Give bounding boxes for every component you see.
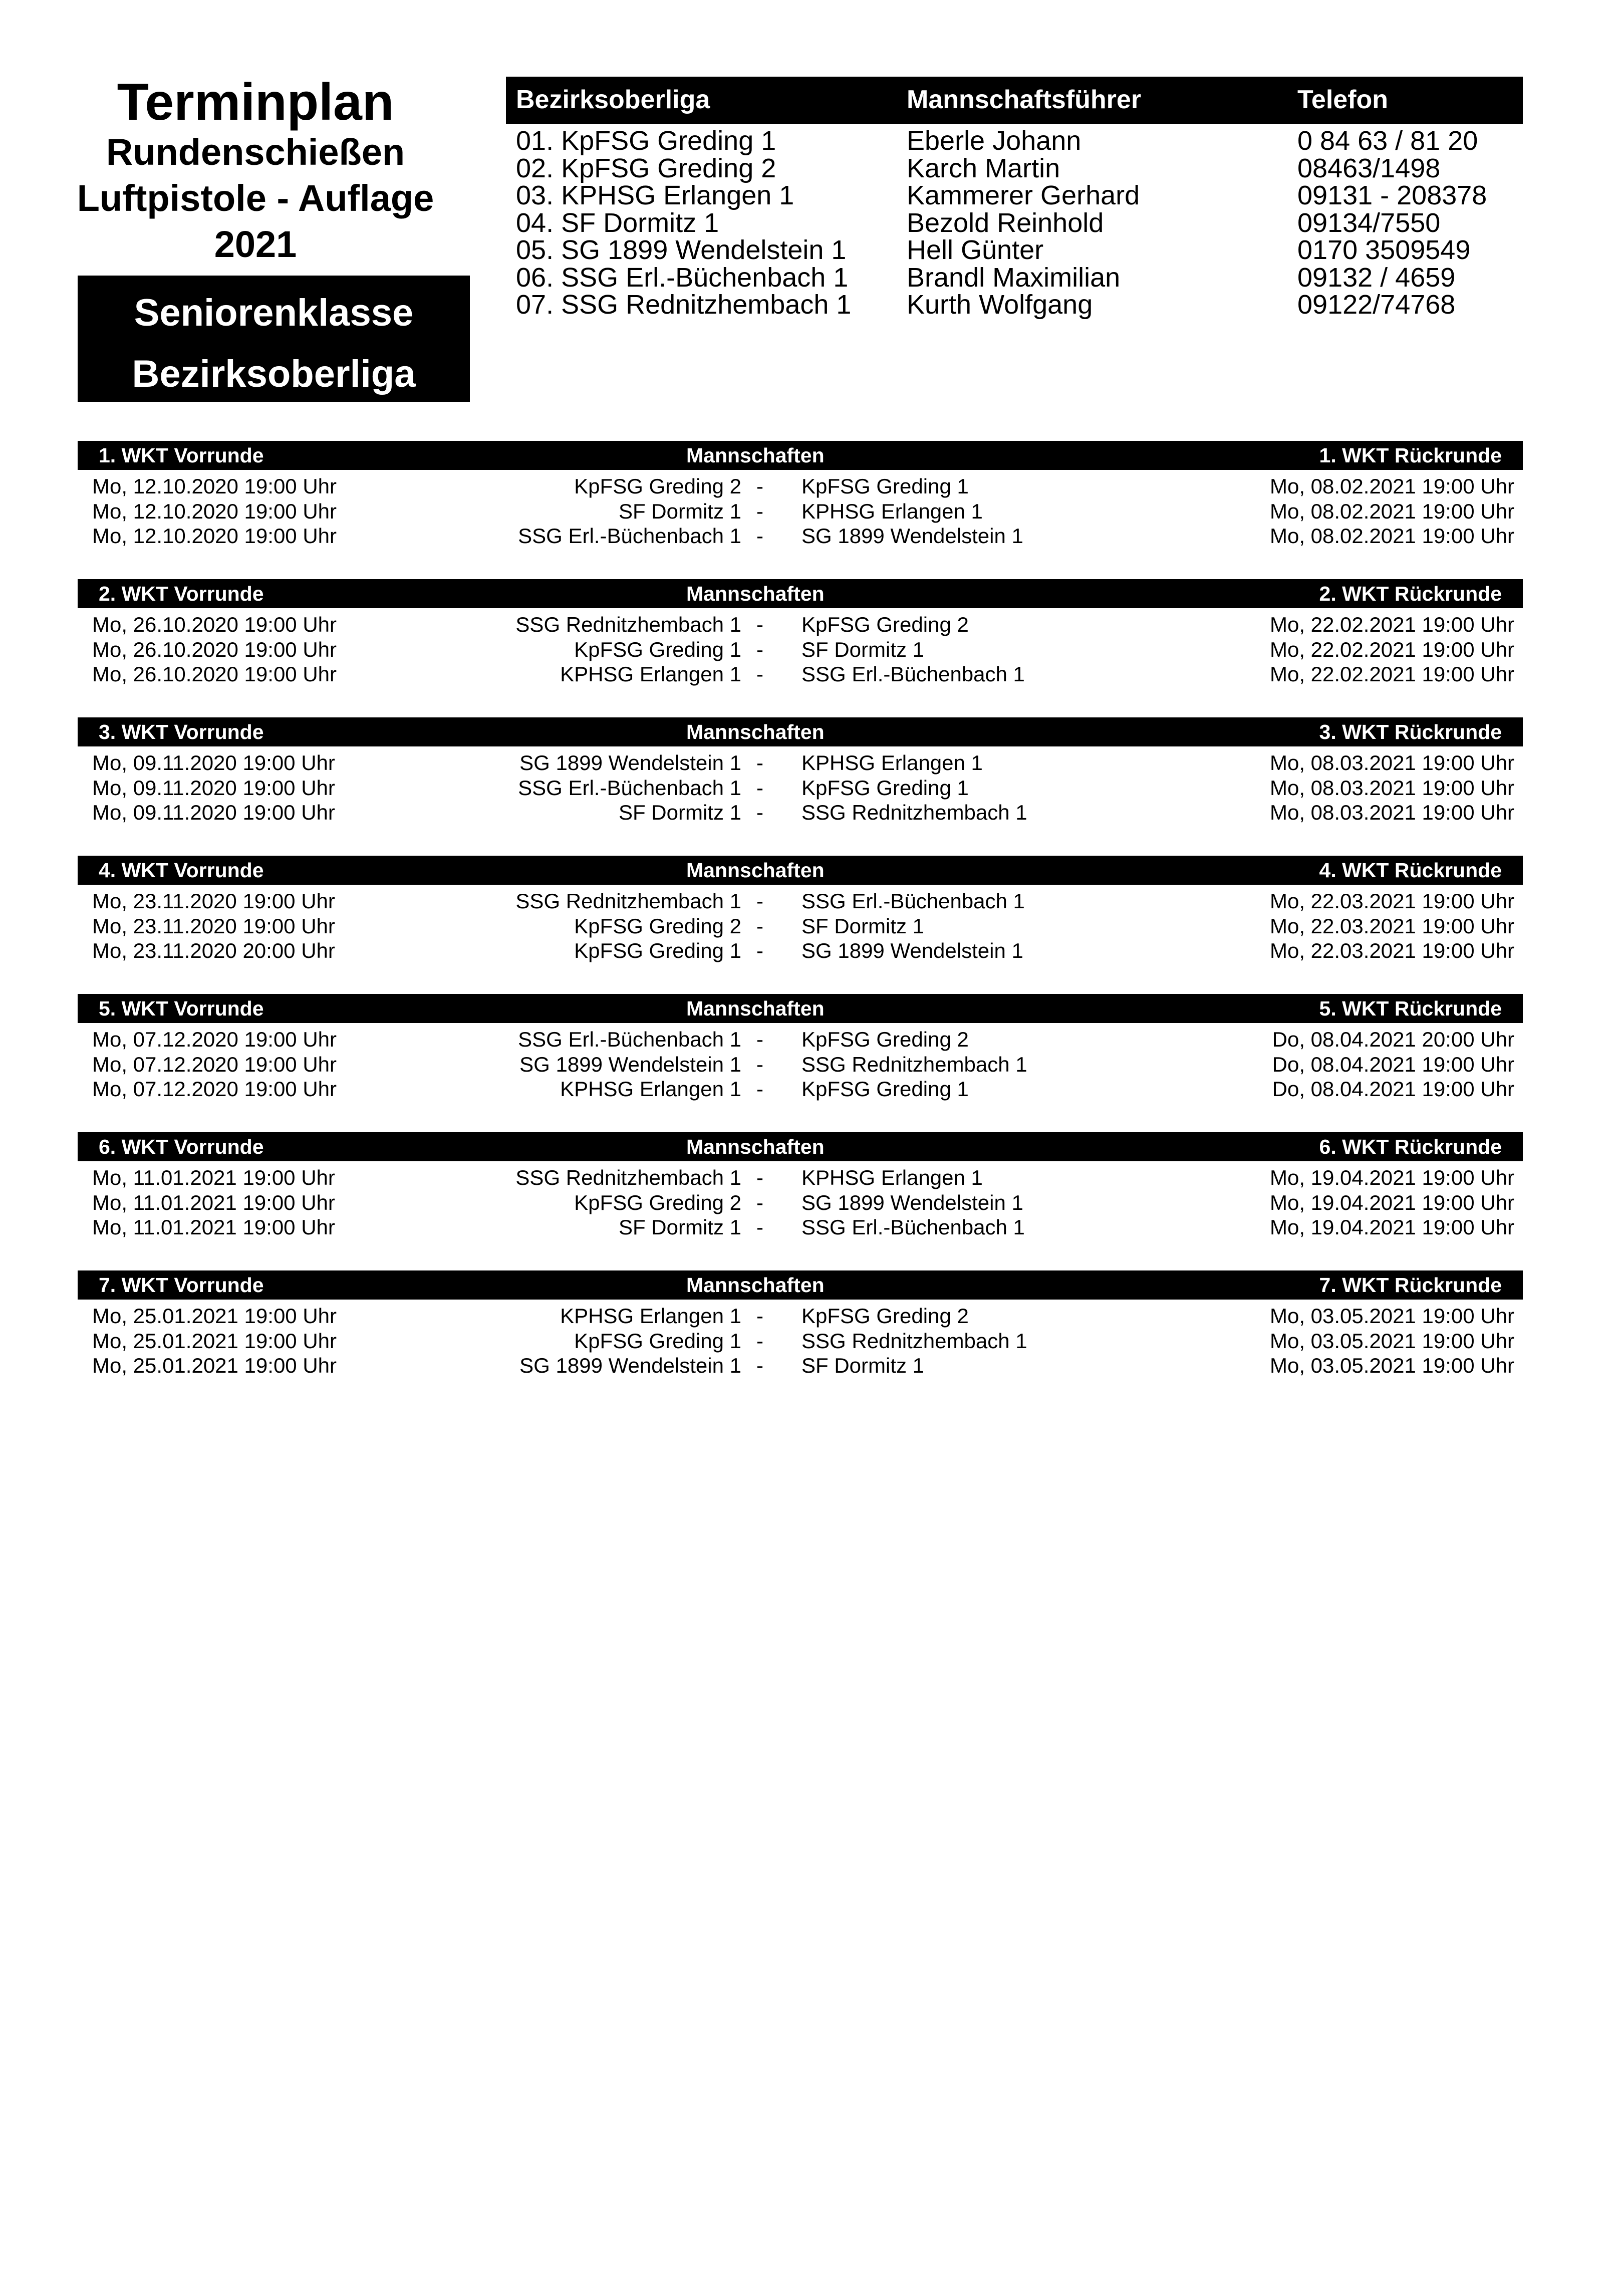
team-name: 07. SSG Rednitzhembach 1 [516, 290, 852, 320]
team-phone: 09132 / 4659 [1297, 262, 1456, 293]
round-teams-label: Mannschaften [686, 444, 825, 467]
round-teams-label: Mannschaften [686, 859, 825, 882]
round-second-leg-label: 2. WKT Rückrunde [1319, 582, 1502, 605]
match-return-date: Do, 08.04.2021 19:00 Uhr [1272, 1077, 1514, 1101]
match-list [78, 470, 1523, 549]
match-list [78, 746, 1523, 825]
match-date: Mo, 26.10.2020 19:00 Uhr [92, 637, 337, 661]
round-block [78, 994, 1523, 1132]
league-row [506, 209, 1523, 237]
round-first-leg-label: 7. WKT Vorrunde [99, 1273, 264, 1297]
round-header [78, 441, 1523, 470]
match-row [78, 1027, 1523, 1052]
match-home-team: SSG Rednitzhembach 1 [515, 613, 741, 636]
team-captain: Bezold Reinhold [907, 207, 1104, 238]
match-separator: - [756, 1166, 763, 1189]
match-away-team: KpFSG Greding 2 [801, 613, 969, 636]
match-away-team: KPHSG Erlangen 1 [801, 499, 983, 523]
match-row [78, 662, 1523, 687]
team-name: 01. KpFSG Greding 1 [516, 126, 776, 156]
match-date: Mo, 07.12.2020 19:00 Uhr [92, 1077, 337, 1101]
match-home-team: SF Dormitz 1 [618, 499, 741, 523]
match-away-team: SG 1899 Wendelstein 1 [801, 1190, 1023, 1214]
match-home-team: SSG Erl.-Büchenbach 1 [518, 1028, 741, 1051]
match-return-date: Mo, 22.03.2021 19:00 Uhr [1269, 914, 1514, 938]
match-away-team: SG 1899 Wendelstein 1 [801, 939, 1023, 962]
match-away-team: SSG Erl.-Büchenbach 1 [801, 662, 1025, 686]
match-list [78, 1161, 1523, 1240]
match-away-team: KPHSG Erlangen 1 [801, 1166, 983, 1189]
match-date: Mo, 23.11.2020 19:00 Uhr [92, 914, 335, 938]
match-home-team: SG 1899 Wendelstein 1 [519, 751, 741, 775]
match-row [78, 776, 1523, 801]
team-captain: Hell Günter [907, 235, 1044, 265]
league-row [506, 236, 1523, 264]
match-home-team: KpFSG Greding 2 [574, 474, 741, 498]
match-row [78, 474, 1523, 499]
match-return-date: Mo, 03.05.2021 19:00 Uhr [1269, 1329, 1514, 1353]
round-header [78, 1132, 1523, 1161]
team-captain: Kurth Wolfgang [907, 290, 1093, 320]
match-row [78, 1052, 1523, 1077]
round-second-leg-label: 3. WKT Rückrunde [1319, 720, 1502, 743]
round-block [78, 441, 1523, 579]
team-phone: 0 84 63 / 81 20 [1297, 126, 1478, 156]
match-date: Mo, 12.10.2020 19:00 Uhr [92, 499, 337, 523]
match-separator: - [756, 751, 763, 775]
match-row [78, 1304, 1523, 1329]
league-table-body [506, 124, 1523, 319]
match-date: Mo, 11.01.2021 19:00 Uhr [92, 1215, 335, 1239]
team-name: 02. KpFSG Greding 2 [516, 153, 776, 183]
title-line-4: 2021 [214, 223, 297, 265]
match-home-team: KpFSG Greding 1 [574, 1329, 741, 1353]
match-home-team: KPHSG Erlangen 1 [560, 1304, 741, 1328]
match-return-date: Mo, 08.03.2021 19:00 Uhr [1269, 751, 1514, 775]
class-badge-line-2: Bezirksoberliga [132, 353, 416, 395]
round-block [78, 717, 1523, 856]
match-away-team: SF Dormitz 1 [801, 914, 925, 938]
match-row [78, 637, 1523, 662]
league-row [506, 264, 1523, 292]
team-name: 04. SF Dormitz 1 [516, 207, 719, 238]
title-line-3: Luftpistole - Auflage [77, 177, 434, 219]
round-second-leg-label: 6. WKT Rückrunde [1319, 1135, 1502, 1158]
team-name: 05. SG 1899 Wendelstein 1 [516, 235, 847, 265]
match-date: Mo, 12.10.2020 19:00 Uhr [92, 474, 337, 498]
match-away-team: SSG Erl.-Büchenbach 1 [801, 1215, 1025, 1239]
match-separator: - [756, 524, 763, 548]
match-away-team: KpFSG Greding 1 [801, 1077, 969, 1101]
match-separator: - [756, 474, 763, 498]
match-list [78, 1300, 1523, 1378]
round-teams-label: Mannschaften [686, 1273, 825, 1297]
match-separator: - [756, 1052, 763, 1076]
match-return-date: Mo, 19.04.2021 19:00 Uhr [1269, 1166, 1514, 1189]
match-home-team: KPHSG Erlangen 1 [560, 1077, 741, 1101]
match-away-team: SG 1899 Wendelstein 1 [801, 524, 1023, 548]
header-team: Bezirksoberliga [516, 85, 710, 114]
round-block [78, 1270, 1523, 1409]
match-separator: - [756, 776, 763, 800]
header-phone: Telefon [1297, 85, 1389, 114]
match-date: Mo, 07.12.2020 19:00 Uhr [92, 1052, 337, 1076]
match-return-date: Mo, 08.02.2021 19:00 Uhr [1269, 499, 1514, 523]
round-header [78, 994, 1523, 1023]
match-home-team: SF Dormitz 1 [618, 1215, 741, 1239]
match-date: Mo, 09.11.2020 19:00 Uhr [92, 751, 335, 775]
match-return-date: Do, 08.04.2021 19:00 Uhr [1272, 1052, 1514, 1076]
team-captain: Kammerer Gerhard [907, 180, 1140, 210]
match-home-team: KpFSG Greding 1 [574, 939, 741, 962]
match-date: Mo, 09.11.2020 19:00 Uhr [92, 801, 335, 824]
match-separator: - [756, 1077, 763, 1101]
match-row [78, 612, 1523, 637]
match-return-date: Mo, 08.03.2021 19:00 Uhr [1269, 776, 1514, 800]
match-return-date: Mo, 22.03.2021 19:00 Uhr [1269, 889, 1514, 913]
match-row [78, 750, 1523, 776]
match-home-team: SSG Erl.-Büchenbach 1 [518, 776, 741, 800]
match-date: Mo, 11.01.2021 19:00 Uhr [92, 1190, 335, 1214]
match-separator: - [756, 499, 763, 523]
match-away-team: SF Dormitz 1 [801, 1354, 925, 1377]
match-row [78, 889, 1523, 914]
match-separator: - [756, 637, 763, 661]
match-away-team: KpFSG Greding 1 [801, 474, 969, 498]
round-teams-label: Mannschaften [686, 1135, 825, 1158]
team-captain: Eberle Johann [907, 126, 1081, 156]
match-date: Mo, 12.10.2020 19:00 Uhr [92, 524, 337, 548]
league-row [506, 127, 1523, 155]
round-second-leg-label: 4. WKT Rückrunde [1319, 859, 1502, 882]
match-separator: - [756, 1354, 763, 1377]
team-phone: 0170 3509549 [1297, 235, 1471, 265]
match-away-team: SSG Rednitzhembach 1 [801, 1052, 1027, 1076]
match-return-date: Mo, 19.04.2021 19:00 Uhr [1269, 1190, 1514, 1214]
match-separator: - [756, 1215, 763, 1239]
round-block [78, 1132, 1523, 1270]
team-phone: 09134/7550 [1297, 207, 1441, 238]
title-line-1: Terminplan [117, 73, 394, 131]
match-row [78, 499, 1523, 524]
league-table [506, 77, 1523, 319]
match-date: Mo, 26.10.2020 19:00 Uhr [92, 613, 337, 636]
team-captain: Brandl Maximilian [907, 262, 1121, 293]
team-phone: 09131 - 208378 [1297, 180, 1487, 210]
match-return-date: Mo, 22.02.2021 19:00 Uhr [1269, 613, 1514, 636]
round-first-leg-label: 2. WKT Vorrunde [99, 582, 264, 605]
round-first-leg-label: 6. WKT Vorrunde [99, 1135, 264, 1158]
match-return-date: Mo, 22.02.2021 19:00 Uhr [1269, 637, 1514, 661]
match-away-team: KpFSG Greding 1 [801, 776, 969, 800]
round-first-leg-label: 3. WKT Vorrunde [99, 720, 264, 743]
match-row [78, 1077, 1523, 1102]
match-away-team: SF Dormitz 1 [801, 637, 925, 661]
round-teams-label: Mannschaften [686, 582, 825, 605]
match-separator: - [756, 889, 763, 913]
class-badge [78, 276, 470, 402]
round-first-leg-label: 1. WKT Vorrunde [99, 444, 264, 467]
match-separator: - [756, 914, 763, 938]
title-line-2: Rundenschießen [106, 131, 405, 173]
match-row [78, 1353, 1523, 1378]
match-home-team: SG 1899 Wendelstein 1 [519, 1052, 741, 1076]
match-date: Mo, 26.10.2020 19:00 Uhr [92, 662, 337, 686]
match-return-date: Mo, 22.03.2021 19:00 Uhr [1269, 939, 1514, 962]
match-separator: - [756, 1028, 763, 1051]
round-header [78, 856, 1523, 885]
match-return-date: Mo, 08.02.2021 19:00 Uhr [1269, 524, 1514, 548]
match-away-team: SSG Rednitzhembach 1 [801, 1329, 1027, 1353]
league-table-header [506, 77, 1523, 124]
team-phone: 09122/74768 [1297, 290, 1456, 320]
team-name: 06. SSG Erl.-Büchenbach 1 [516, 262, 849, 293]
match-date: Mo, 07.12.2020 19:00 Uhr [92, 1028, 337, 1051]
match-separator: - [756, 939, 763, 962]
round-first-leg-label: 5. WKT Vorrunde [99, 997, 264, 1020]
match-separator: - [756, 801, 763, 824]
match-return-date: Mo, 08.03.2021 19:00 Uhr [1269, 801, 1514, 824]
match-separator: - [756, 1304, 763, 1328]
match-return-date: Mo, 03.05.2021 19:00 Uhr [1269, 1354, 1514, 1377]
match-date: Mo, 25.01.2021 19:00 Uhr [92, 1304, 337, 1328]
round-second-leg-label: 1. WKT Rückrunde [1319, 444, 1502, 467]
match-return-date: Mo, 03.05.2021 19:00 Uhr [1269, 1304, 1514, 1328]
match-date: Mo, 11.01.2021 19:00 Uhr [92, 1166, 335, 1189]
match-away-team: SSG Rednitzhembach 1 [801, 801, 1027, 824]
match-row [78, 524, 1523, 549]
match-row [78, 800, 1523, 825]
round-first-leg-label: 4. WKT Vorrunde [99, 859, 264, 882]
match-row [78, 1215, 1523, 1240]
round-second-leg-label: 5. WKT Rückrunde [1319, 997, 1502, 1020]
match-home-team: SSG Rednitzhembach 1 [515, 889, 741, 913]
match-home-team: SG 1899 Wendelstein 1 [519, 1354, 741, 1377]
round-header [78, 579, 1523, 608]
league-row [506, 291, 1523, 319]
league-row [506, 182, 1523, 209]
match-date: Mo, 09.11.2020 19:00 Uhr [92, 776, 335, 800]
match-separator: - [756, 662, 763, 686]
match-list [78, 885, 1523, 963]
match-list [78, 608, 1523, 687]
page-title [75, 75, 436, 268]
schedule [78, 441, 1523, 1409]
match-home-team: SSG Erl.-Büchenbach 1 [518, 524, 741, 548]
match-return-date: Mo, 19.04.2021 19:00 Uhr [1269, 1215, 1514, 1239]
round-header [78, 717, 1523, 746]
match-separator: - [756, 613, 763, 636]
match-separator: - [756, 1329, 763, 1353]
match-home-team: KpFSG Greding 2 [574, 1190, 741, 1214]
match-row [78, 914, 1523, 939]
class-badge-line-1: Seniorenklasse [134, 292, 414, 334]
round-header [78, 1270, 1523, 1300]
match-away-team: KPHSG Erlangen 1 [801, 751, 983, 775]
match-return-date: Do, 08.04.2021 20:00 Uhr [1272, 1028, 1514, 1051]
match-row [78, 1165, 1523, 1190]
team-phone: 08463/1498 [1297, 153, 1441, 183]
match-date: Mo, 25.01.2021 19:00 Uhr [92, 1329, 337, 1353]
match-date: Mo, 25.01.2021 19:00 Uhr [92, 1354, 337, 1377]
match-row [78, 938, 1523, 963]
match-home-team: KpFSG Greding 2 [574, 914, 741, 938]
round-block [78, 856, 1523, 994]
round-teams-label: Mannschaften [686, 720, 825, 743]
match-list [78, 1023, 1523, 1102]
team-name: 03. KPHSG Erlangen 1 [516, 180, 794, 210]
match-home-team: KpFSG Greding 1 [574, 637, 741, 661]
match-date: Mo, 23.11.2020 19:00 Uhr [92, 889, 335, 913]
match-return-date: Mo, 08.02.2021 19:00 Uhr [1269, 474, 1514, 498]
round-teams-label: Mannschaften [686, 997, 825, 1020]
match-away-team: SSG Erl.-Büchenbach 1 [801, 889, 1025, 913]
match-home-team: SF Dormitz 1 [618, 801, 741, 824]
match-return-date: Mo, 22.02.2021 19:00 Uhr [1269, 662, 1514, 686]
match-date: Mo, 23.11.2020 20:00 Uhr [92, 939, 335, 962]
league-row [506, 155, 1523, 182]
team-captain: Karch Martin [907, 153, 1060, 183]
header-captain: Mannschaftsführer [907, 85, 1142, 114]
match-row [78, 1190, 1523, 1215]
match-away-team: KpFSG Greding 2 [801, 1028, 969, 1051]
match-home-team: SSG Rednitzhembach 1 [515, 1166, 741, 1189]
round-second-leg-label: 7. WKT Rückrunde [1319, 1273, 1502, 1297]
match-row [78, 1329, 1523, 1354]
match-separator: - [756, 1190, 763, 1214]
match-home-team: KPHSG Erlangen 1 [560, 662, 741, 686]
match-away-team: KpFSG Greding 2 [801, 1304, 969, 1328]
round-block [78, 579, 1523, 717]
